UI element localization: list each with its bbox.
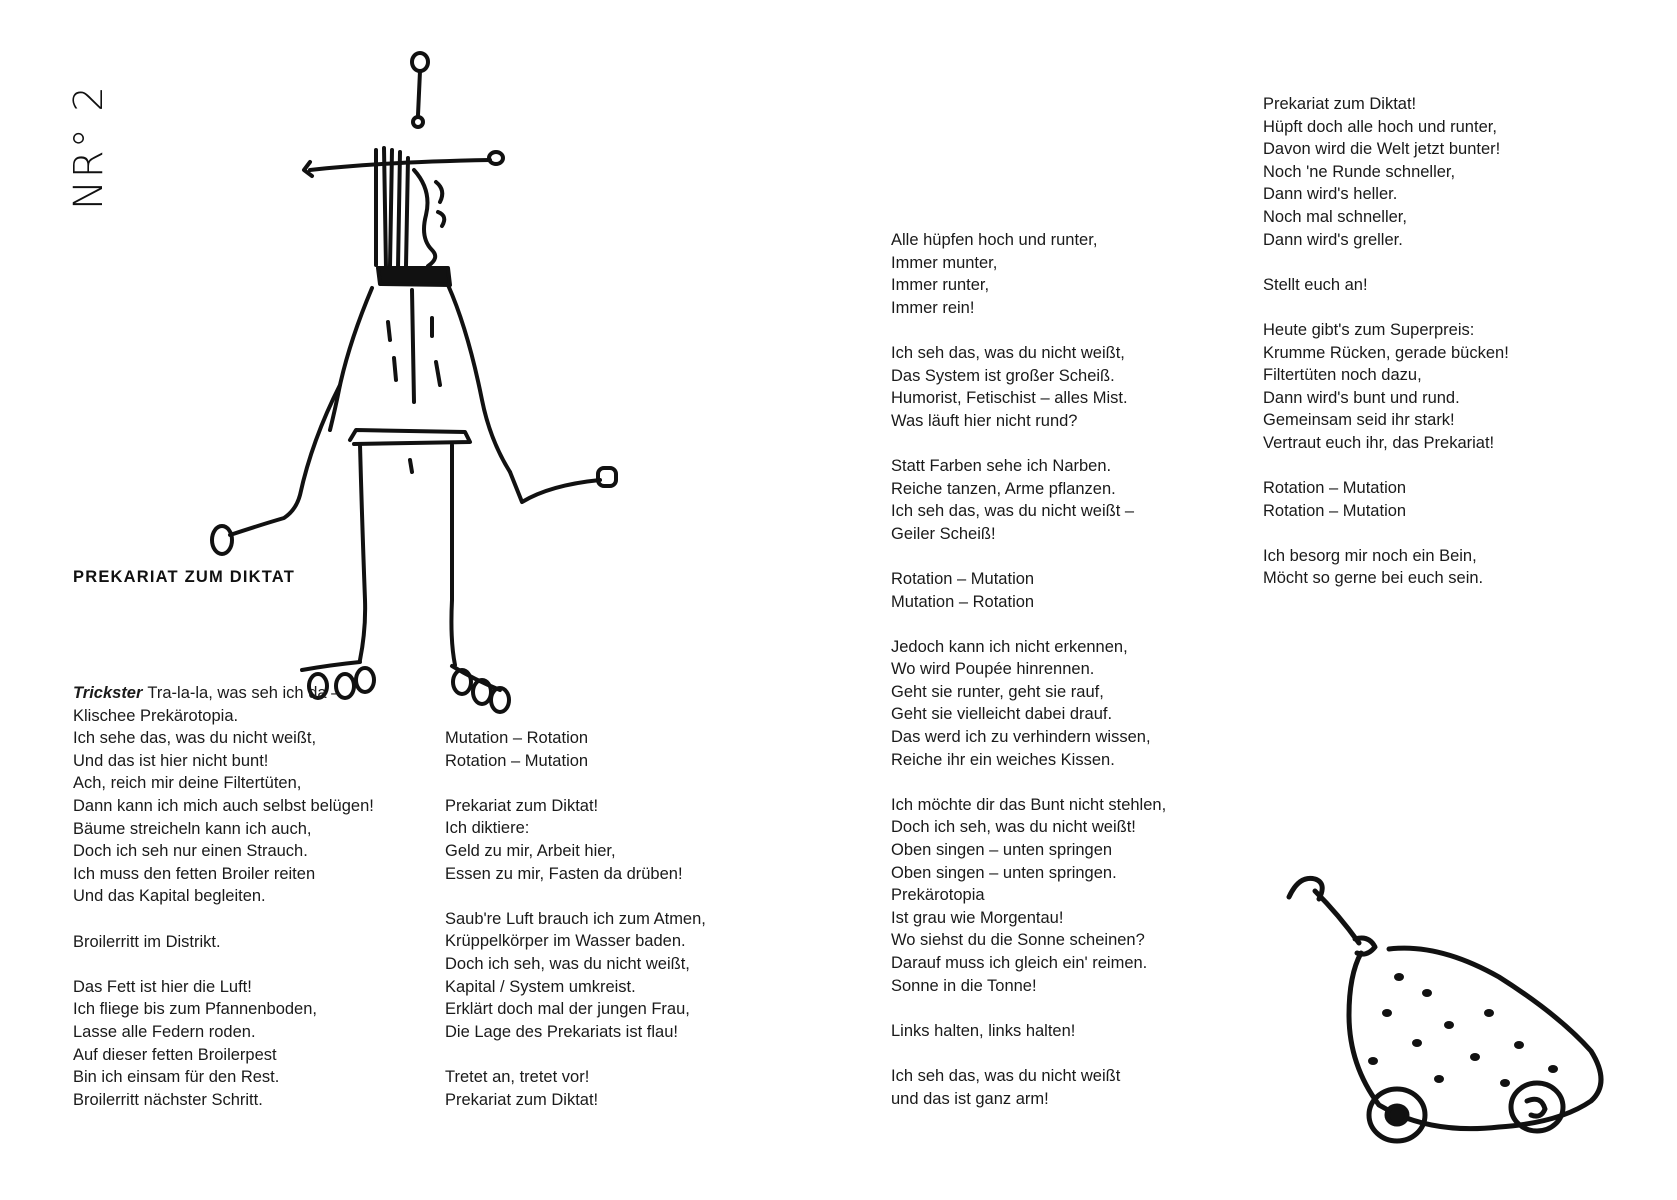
poem-line <box>891 229 1166 252</box>
poem-line-text: Noch 'ne Runde schneller, <box>1263 162 1456 181</box>
poem-line <box>891 591 1166 614</box>
poem-line <box>891 658 1166 681</box>
poem-line <box>891 252 1166 275</box>
poem-line-text: Jedoch kann ich nicht erkennen, <box>891 637 1128 656</box>
poem-line <box>73 818 374 841</box>
poem-line <box>73 863 374 886</box>
poem-line <box>445 953 706 976</box>
poem-line-text: Das werd ich zu verhindern wissen, <box>891 728 1151 747</box>
poem-line <box>445 750 706 773</box>
poem-line-text: Dann kann ich mich auch selbst belügen! <box>73 796 374 815</box>
poem-line-text: Lasse alle Federn roden. <box>73 1022 256 1041</box>
poem-line-text: Prekärotopia <box>891 886 985 905</box>
poem-line <box>73 772 374 795</box>
stanza-break <box>891 1042 1166 1065</box>
stanza-break <box>891 997 1166 1020</box>
poem-line <box>1263 93 1509 116</box>
poem-line <box>891 342 1166 365</box>
stanza-break <box>891 319 1166 342</box>
poem-line <box>891 816 1166 839</box>
stanza-break <box>73 908 374 931</box>
poem-line-text: Rotation – Mutation <box>1263 501 1407 520</box>
poem-line <box>891 365 1166 388</box>
poem-line-text: Tretet an, tretet vor! <box>445 1067 590 1086</box>
poem-line-text: Ich besorg mir noch ein Bein, <box>1263 546 1477 565</box>
poem-line-text: Oben singen – unten springen <box>891 841 1113 860</box>
right-page <box>839 0 1677 1200</box>
poem-line-text: Ich diktiere: <box>445 819 530 838</box>
poem-line <box>445 727 706 750</box>
poem-line <box>73 795 374 818</box>
poem-line-text: Reiche ihr ein weiches Kissen. <box>891 750 1115 769</box>
spotted-animal-illustration <box>1279 865 1619 1155</box>
poem-line <box>891 500 1166 523</box>
poem-line-text: Prekariat zum Diktat! <box>1263 95 1417 113</box>
poem-line-text: Broilerritt nächster Schritt. <box>73 1090 263 1109</box>
poem-line-text: Ich fliege bis zum Pfannenboden, <box>73 1000 317 1019</box>
stanza-break <box>891 545 1166 568</box>
poem-line <box>1263 229 1509 252</box>
poem-line-text: Immer runter, <box>891 276 990 295</box>
poem-line-text: Immer munter, <box>891 253 998 272</box>
poem-column-2 <box>445 727 706 1111</box>
poem-line-text: Mutation – Rotation <box>445 729 589 747</box>
stanza-break <box>1263 522 1509 545</box>
poem-line <box>891 975 1166 998</box>
poem-line <box>891 681 1166 704</box>
poem-line-text: Ich seh das, was du nicht weißt, <box>891 343 1125 362</box>
poem-line <box>891 636 1166 659</box>
poem-line-text: Noch mal schneller, <box>1263 207 1407 226</box>
stanza-break <box>1263 296 1509 319</box>
poem-line-text: Möcht so gerne bei euch sein. <box>1263 569 1484 588</box>
poem-line-text: Oben singen – unten springen. <box>891 863 1117 882</box>
poem-line <box>891 478 1166 501</box>
poem-line <box>73 1066 374 1089</box>
poem-line-text: Essen zu mir, Fasten da drüben! <box>445 864 683 883</box>
poem-line <box>891 274 1166 297</box>
poem-line-text: Statt Farben sehe ich Narben. <box>891 456 1112 475</box>
poem-line-text: Ist grau wie Morgentau! <box>891 908 1064 927</box>
poem-line <box>445 998 706 1021</box>
poem-line-text: Davon wird die Welt jetzt bunter! <box>1263 140 1501 159</box>
poem-line-text: und das ist ganz arm! <box>891 1089 1049 1108</box>
poem-line-text: Prekariat zum Diktat! <box>445 1090 599 1109</box>
poem-line <box>73 1044 374 1067</box>
poem-line <box>73 998 374 1021</box>
poem-line-text: Dann wird's heller. <box>1263 185 1398 204</box>
stanza-break <box>891 771 1166 794</box>
poem-line <box>73 750 374 773</box>
poem-line <box>445 976 706 999</box>
poem-line-text: Geht sie runter, geht sie rauf, <box>891 682 1104 701</box>
poem-line <box>1263 319 1509 342</box>
poem-line <box>1263 138 1509 161</box>
poem-line <box>891 726 1166 749</box>
poem-line-text: Rotation – Mutation <box>445 751 589 770</box>
poem-line <box>1263 545 1509 568</box>
poem-line <box>445 863 706 886</box>
poem-line-text: Ich möchte dir das Bunt nicht stehlen, <box>891 795 1167 814</box>
poem-line-text: Und das Kapital begleiten. <box>73 887 266 906</box>
stanza-break <box>445 772 706 795</box>
poem-line-text: Krüppelkörper im Wasser baden. <box>445 932 686 951</box>
poem-line-text: Prekariat zum Diktat! <box>445 796 599 815</box>
poem-line <box>445 795 706 818</box>
poem-line-text: Erklärt doch mal der jungen Frau, <box>445 1000 690 1019</box>
poem-line <box>891 884 1166 907</box>
poem-line-text: Auf dieser fetten Broilerpest <box>73 1045 277 1064</box>
stanza-break <box>1263 251 1509 274</box>
poem-line-text: Immer rein! <box>891 298 975 317</box>
poem-line-text: Rotation – Mutation <box>891 569 1035 588</box>
poem-line <box>73 727 374 750</box>
poem-line <box>891 387 1166 410</box>
poem-line <box>1263 116 1509 139</box>
poem-line-text: Vertraut euch ihr, das Prekariat! <box>1263 433 1495 452</box>
poem-line <box>1263 342 1509 365</box>
poem-line-text: Doch ich seh, was du nicht weißt, <box>445 954 690 973</box>
poem-line <box>891 1065 1166 1088</box>
stanza-break <box>73 953 374 976</box>
poem-line <box>891 410 1166 433</box>
poem-line-text: Darauf muss ich gleich ein' reimen. <box>891 954 1148 972</box>
poem-line <box>445 1089 706 1112</box>
poem-line-text: Heute gibt's zum Superpreis: <box>1263 320 1475 339</box>
poem-line <box>891 1088 1166 1111</box>
poem-line-text: Gemeinsam seid ihr stark! <box>1263 411 1455 430</box>
stanza-break <box>445 885 706 908</box>
poem-line-text: Tra-la-la, was seh ich da – <box>147 684 341 702</box>
poem-line-text: Geht sie vielleicht dabei drauf. <box>891 705 1113 724</box>
poem-line <box>445 930 706 953</box>
poem-line-text: Und das ist hier nicht bunt! <box>73 751 269 770</box>
speaker-name: Trickster <box>73 684 143 702</box>
poem-line <box>73 682 374 705</box>
poem-line <box>445 1021 706 1044</box>
poem-line-text: Klischee Prekärotopia. <box>73 706 239 725</box>
poem-line <box>73 976 374 999</box>
poem-line <box>1263 500 1509 523</box>
poem-line-text: Doch ich seh, was du nicht weißt! <box>891 818 1136 837</box>
poem-line <box>73 1089 374 1112</box>
poem-line <box>445 840 706 863</box>
poem-line-text: Geiler Scheiß! <box>891 524 996 543</box>
stanza-break <box>445 1043 706 1066</box>
poem-line <box>1263 183 1509 206</box>
poem-line <box>1263 364 1509 387</box>
poem-line <box>1263 206 1509 229</box>
poem-line-text: Die Lage des Prekariats ist flau! <box>445 1022 678 1041</box>
section-number: NR° 2 <box>66 84 112 210</box>
poem-title: PREKARIAT ZUM DIKTAT <box>73 568 295 586</box>
poem-line-text: Ich seh das, was du nicht weißt <box>891 1066 1121 1085</box>
poem-line <box>891 297 1166 320</box>
stick-figure-illustration <box>200 40 670 690</box>
poem-line-text: Was läuft hier nicht rund? <box>891 411 1078 430</box>
poem-line-text: Bin ich einsam für den Rest. <box>73 1068 280 1087</box>
poem-line-text: Das Fett ist hier die Luft! <box>73 977 252 996</box>
poem-line <box>73 705 374 728</box>
poem-line-text: Wo wird Poupée hinrennen. <box>891 660 1095 679</box>
poem-line-text: Ich muss den fetten Broiler reiten <box>73 864 316 883</box>
poem-line-text: Dann wird's bunt und rund. <box>1263 388 1460 407</box>
poem-line <box>891 794 1166 817</box>
poem-line <box>891 455 1166 478</box>
poem-line-text: Broilerritt im Distrikt. <box>73 932 221 951</box>
poem-line <box>891 749 1166 772</box>
poem-line <box>891 703 1166 726</box>
poem-line-text: Geld zu mir, Arbeit hier, <box>445 841 616 860</box>
poem-line-text: Bäume streicheln kann ich auch, <box>73 819 312 838</box>
poem-line-text: Filtertüten noch dazu, <box>1263 366 1422 385</box>
poem-line-text: Dann wird's greller. <box>1263 230 1403 249</box>
poem-line <box>445 1066 706 1089</box>
poem-line-text: Ich seh das, was du nicht weißt – <box>891 502 1135 521</box>
poem-line-text: Krumme Rücken, gerade bücken! <box>1263 343 1509 362</box>
poem-line <box>891 839 1166 862</box>
poem-line <box>891 952 1166 975</box>
poem-column-3 <box>891 229 1166 1110</box>
poem-line-text: Reiche tanzen, Arme pflanzen. <box>891 479 1116 498</box>
stanza-break <box>891 613 1166 636</box>
poem-line <box>891 862 1166 885</box>
poem-line <box>891 929 1166 952</box>
poem-line <box>1263 567 1509 590</box>
poem-line <box>891 568 1166 591</box>
poem-line-text: Doch ich seh nur einen Strauch. <box>73 842 308 861</box>
left-page <box>0 0 838 1200</box>
poem-line-text: Hüpft doch alle hoch und runter, <box>1263 117 1497 136</box>
poem-line-text: Sonne in die Tonne! <box>891 976 1037 995</box>
antenna-knob <box>412 53 428 71</box>
stanza-break <box>1263 455 1509 478</box>
poem-line <box>891 523 1166 546</box>
poem-line-text: Ich sehe das, was du nicht weißt, <box>73 729 317 748</box>
poem-line <box>1263 409 1509 432</box>
poem-line-text: Rotation – Mutation <box>1263 479 1407 498</box>
poem-line-text: Ach, reich mir deine Filtertüten, <box>73 774 302 793</box>
poem-line <box>445 908 706 931</box>
poem-line-text: Alle hüpfen hoch und runter, <box>891 231 1098 249</box>
poem-line <box>73 931 374 954</box>
poem-line-text: Humorist, Fetischist – alles Mist. <box>891 389 1128 408</box>
poem-line-text: Das System ist großer Scheiß. <box>891 366 1115 385</box>
poem-line <box>73 885 374 908</box>
poem-column-1 <box>73 682 374 1111</box>
stanza-break <box>891 432 1166 455</box>
poem-line-text: Mutation – Rotation <box>891 592 1035 611</box>
poem-line <box>1263 161 1509 184</box>
poem-line <box>891 1020 1166 1043</box>
poem-line-text: Saub're Luft brauch ich zum Atmen, <box>445 909 706 928</box>
poem-line <box>1263 387 1509 410</box>
poem-line <box>1263 477 1509 500</box>
poem-line <box>445 817 706 840</box>
poem-line <box>891 907 1166 930</box>
poem-line <box>1263 274 1509 297</box>
poem-line-text: Wo siehst du die Sonne scheinen? <box>891 931 1145 950</box>
poem-line-text: Kapital / System umkreist. <box>445 977 636 996</box>
poem-column-4 <box>1263 93 1509 590</box>
poem-line-text: Stellt euch an! <box>1263 275 1368 294</box>
poem-line-text: Links halten, links halten! <box>891 1021 1076 1040</box>
poem-line <box>1263 432 1509 455</box>
poem-line <box>73 840 374 863</box>
poem-line <box>73 1021 374 1044</box>
